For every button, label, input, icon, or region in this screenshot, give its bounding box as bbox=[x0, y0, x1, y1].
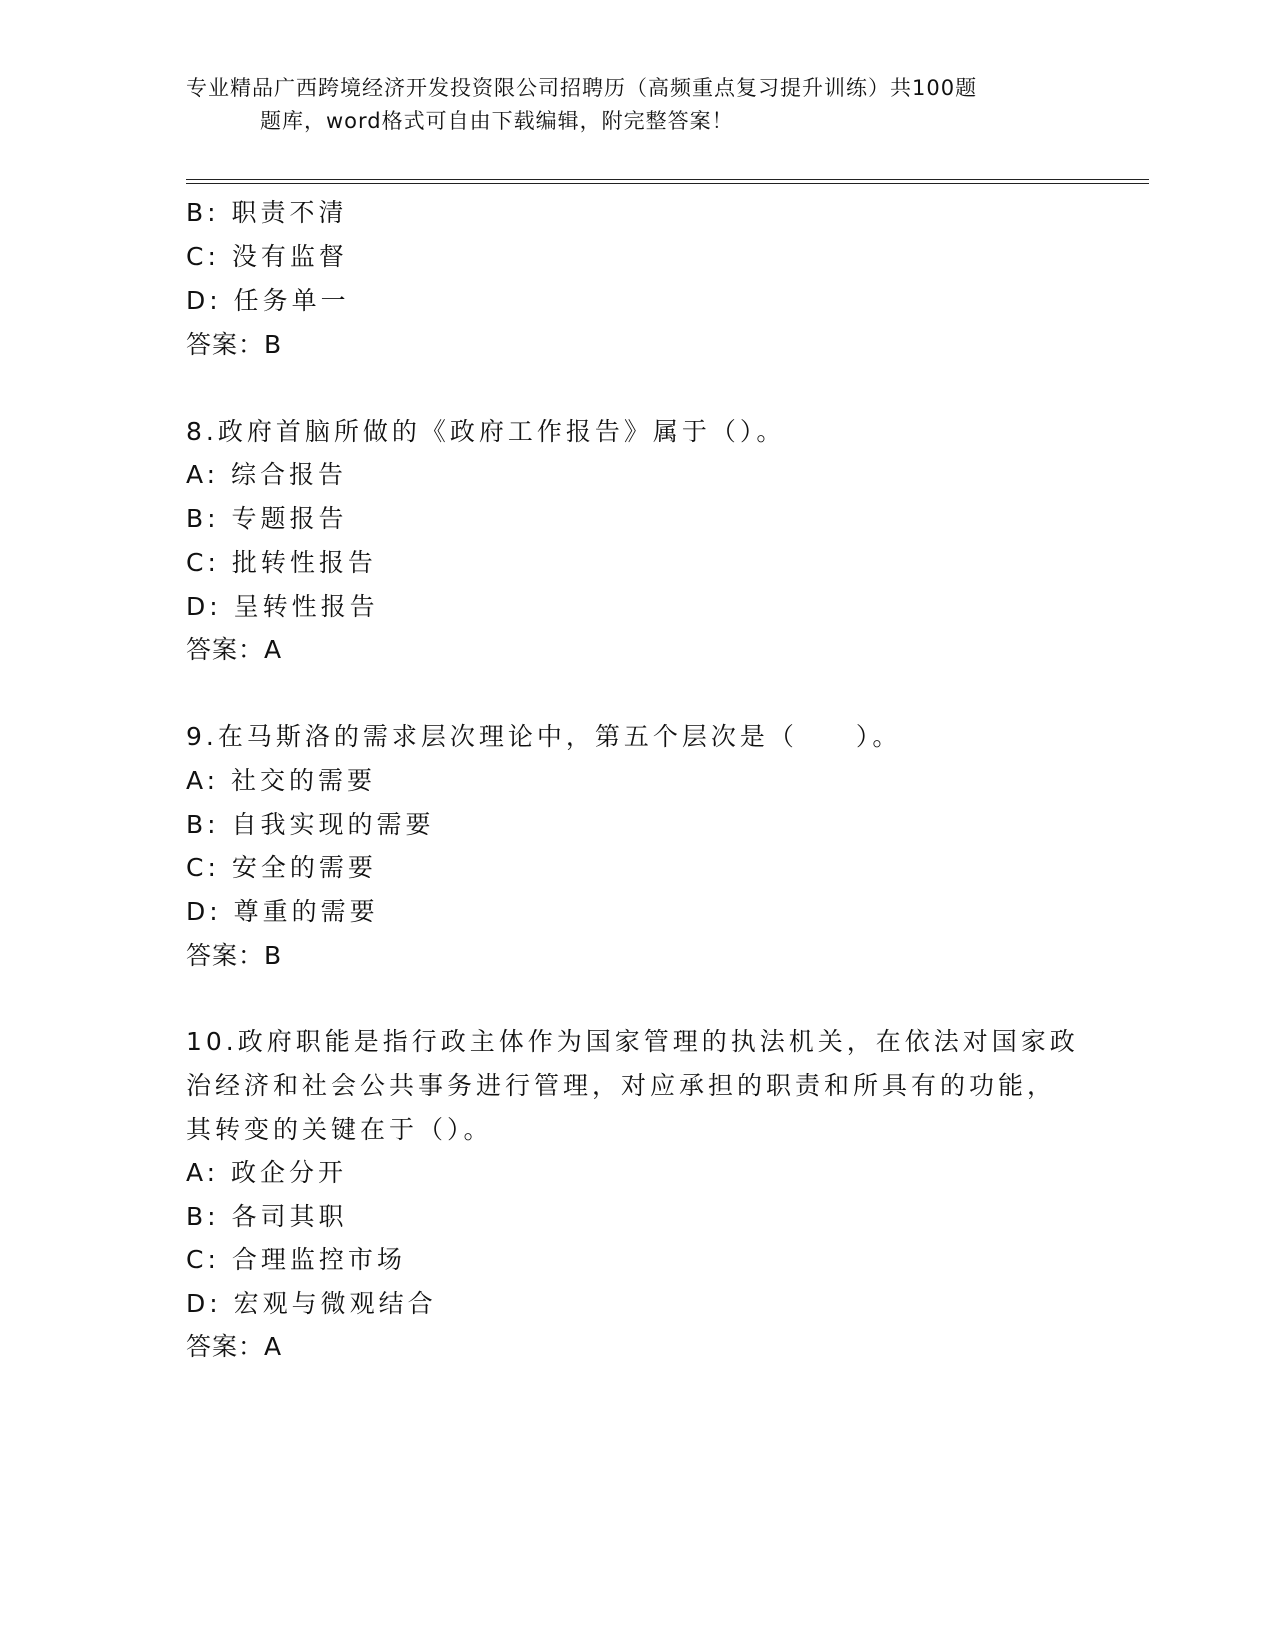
q9-option-c: C: 安全的需要 bbox=[186, 853, 377, 882]
q9-option-a: A: 社交的需要 bbox=[186, 766, 377, 795]
header-divider-bottom bbox=[186, 183, 1149, 184]
header-line-2: 题库，word格式可自由下载编辑，附完整答案！ bbox=[260, 109, 734, 133]
q8-option-d: D: 呈转性报告 bbox=[186, 592, 379, 621]
q7-option-c: C: 没有监督 bbox=[186, 242, 348, 271]
q10-stem-line-2: 治经济和社会公共事务进行管理，对应承担的职责和所具有的功能， bbox=[186, 1071, 1057, 1100]
q8-option-c: C: 批转性报告 bbox=[186, 548, 377, 577]
q7-option-d: D: 任务单一 bbox=[186, 286, 350, 315]
q7-answer: 答案：B bbox=[186, 330, 283, 359]
q10-option-d: D: 宏观与微观结合 bbox=[186, 1289, 437, 1318]
q9-option-b: B: 自我实现的需要 bbox=[186, 810, 435, 839]
q8-option-a: A: 综合报告 bbox=[186, 460, 348, 489]
q10-stem-line-3: 其转变的关键在于（）。 bbox=[186, 1115, 493, 1144]
document-header bbox=[186, 72, 1086, 138]
q7-option-b: B: 职责不清 bbox=[186, 198, 348, 227]
q9-option-d: D: 尊重的需要 bbox=[186, 897, 379, 926]
header-divider-top bbox=[186, 179, 1149, 180]
q8-stem: 8.政府首脑所做的《政府工作报告》属于（）。 bbox=[186, 417, 786, 446]
q8-option-b: B: 专题报告 bbox=[186, 504, 348, 533]
q10-option-c: C: 合理监控市场 bbox=[186, 1245, 406, 1274]
q10-option-a: A: 政企分开 bbox=[186, 1158, 348, 1187]
header-line-1: 专业精品广西跨境经济开发投资限公司招聘历（高频重点复习提升训练）共100题 bbox=[186, 76, 978, 100]
q8-answer: 答案：A bbox=[186, 635, 283, 664]
q9-answer: 答案：B bbox=[186, 941, 283, 970]
q10-option-b: B: 各司其职 bbox=[186, 1202, 348, 1231]
q10-stem-line-1: 10.政府职能是指行政主体作为国家管理的执法机关，在依法对国家政 bbox=[186, 1027, 1079, 1056]
q9-stem: 9.在马斯洛的需求层次理论中，第五个层次是（ ）。 bbox=[186, 722, 902, 751]
q10-answer: 答案：A bbox=[186, 1332, 283, 1361]
